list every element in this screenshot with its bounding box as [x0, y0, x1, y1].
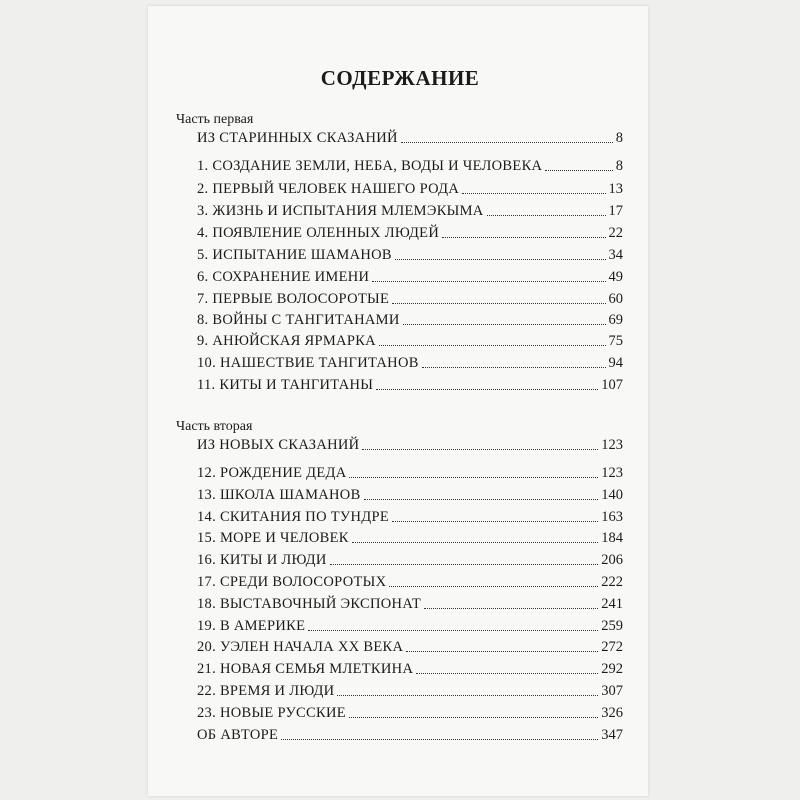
toc-entry-title: 22. ВРЕМЯ И ЛЮДИ [197, 683, 335, 699]
toc-entry [197, 508, 623, 526]
dot-leader [352, 542, 598, 543]
dot-leader [364, 499, 599, 500]
dot-leader [395, 259, 606, 260]
toc-entry [197, 290, 623, 308]
toc-entry-page: 75 [608, 333, 623, 349]
dot-leader [403, 324, 606, 325]
toc-entry-page: 184 [601, 530, 623, 546]
toc-entry-page: 34 [608, 247, 623, 263]
dot-leader [389, 586, 598, 587]
toc-entry [197, 486, 623, 504]
toc-entry-title: 23. НОВЫЕ РУССКИЕ [197, 705, 346, 721]
toc-entry [197, 682, 623, 700]
dot-leader [379, 345, 606, 346]
toc-entry-page: 241 [601, 596, 623, 612]
toc-entry-title: 5. ИСПЫТАНИЕ ШАМАНОВ [197, 247, 392, 263]
toc-entry [197, 311, 623, 329]
toc-entry-page: 94 [608, 355, 623, 371]
toc-entry-title: 19. В АМЕРИКЕ [197, 618, 306, 634]
toc-entry-page: 206 [601, 552, 623, 568]
toc-entry [197, 464, 623, 482]
toc-entry [197, 551, 623, 569]
toc-entry [197, 180, 623, 198]
dot-leader [487, 215, 606, 216]
dot-leader [349, 477, 598, 478]
toc-entry-title: ИЗ НОВЫХ СКАЗАНИЙ [197, 437, 360, 453]
toc-entry-title: ИЗ СТАРИННЫХ СКАЗАНИЙ [197, 130, 398, 146]
toc-entry-page: 13 [608, 181, 623, 197]
toc-entry [197, 595, 623, 613]
toc-entry-page: 60 [608, 291, 623, 307]
dot-leader [422, 367, 606, 368]
toc-entry [197, 332, 623, 350]
toc-entry [197, 726, 623, 744]
toc-entry-page: 307 [601, 683, 623, 699]
toc-entry-page: 272 [601, 639, 623, 655]
toc-entry-title: 4. ПОЯВЛЕНИЕ ОЛЕННЫХ ЛЮДЕЙ [197, 225, 440, 241]
toc-entry [197, 246, 623, 264]
toc-entry-title: 13. ШКОЛА ШАМАНОВ [197, 487, 361, 503]
toc-entry-page: 8 [615, 158, 623, 174]
dot-leader [349, 717, 598, 718]
toc-entry-page: 326 [601, 705, 623, 721]
dot-leader [442, 237, 605, 238]
toc-entry [197, 660, 623, 678]
dot-leader [372, 281, 605, 282]
toc-entry-page: 22 [608, 225, 623, 241]
toc-entry-page: 222 [601, 574, 623, 590]
part-label-second: Часть вторая [176, 419, 253, 434]
toc-entry [197, 573, 623, 591]
dot-leader [424, 608, 598, 609]
toc-entry-title: 15. МОРЕ И ЧЕЛОВЕК [197, 530, 349, 546]
dot-leader [545, 170, 612, 171]
dot-leader [392, 521, 598, 522]
toc-entry-title: 7. ПЕРВЫЕ ВОЛОСОРОТЫЕ [197, 291, 390, 307]
toc-entry-page: 292 [601, 661, 623, 677]
dot-leader [330, 564, 599, 565]
toc-entry [197, 224, 623, 242]
toc-entry [197, 704, 623, 722]
toc-entry-title: 18. ВЫСТАВОЧНЫЙ ЭКСПОНАТ [197, 596, 421, 612]
toc-entry-title: ОБ АВТОРЕ [197, 727, 279, 743]
dot-leader [362, 449, 598, 450]
toc-entry-title: 2. ПЕРВЫЙ ЧЕЛОВЕК НАШЕГО РОДА [197, 181, 460, 197]
toc-entry-title: 14. СКИТАНИЯ ПО ТУНДРЕ [197, 509, 389, 525]
toc-entry-page: 123 [601, 437, 623, 453]
toc-entry-title: 8. ВОЙНЫ С ТАНГИТАНАМИ [197, 312, 400, 328]
toc-entry [197, 638, 623, 656]
dot-leader [462, 193, 605, 194]
toc-entry-page: 163 [601, 509, 623, 525]
toc-entry-page: 123 [601, 465, 623, 481]
toc-entry-page: 8 [615, 130, 623, 146]
dot-leader [281, 739, 598, 740]
toc-entry [197, 376, 623, 394]
toc-entry [197, 268, 623, 286]
toc-entry [197, 354, 623, 372]
toc-entry-title: 10. НАШЕСТВИЕ ТАНГИТАНОВ [197, 355, 419, 371]
toc-entry-title: 6. СОХРАНЕНИЕ ИМЕНИ [197, 269, 370, 285]
dot-leader [376, 389, 598, 390]
dot-leader [337, 695, 598, 696]
dot-leader [401, 142, 613, 143]
dot-leader [406, 651, 598, 652]
toc-entry-page: 17 [608, 203, 623, 219]
toc-entry-title: 12. РОЖДЕНИЕ ДЕДА [197, 465, 347, 481]
toc-entry-title: 16. КИТЫ И ЛЮДИ [197, 552, 327, 568]
toc-entry [197, 436, 623, 454]
toc-entry-page: 107 [601, 377, 623, 393]
dot-leader [308, 630, 598, 631]
toc-entry-title: 20. УЭЛЕН НАЧАЛА XX ВЕКА [197, 639, 404, 655]
toc-entry-page: 259 [601, 618, 623, 634]
dot-leader [392, 303, 605, 304]
toc-entry [197, 202, 623, 220]
toc-entry [197, 157, 623, 175]
toc-entry-page: 49 [608, 269, 623, 285]
toc-entry-title: 21. НОВАЯ СЕМЬЯ МЛЕТКИНА [197, 661, 414, 677]
part-label-first: Часть первая [176, 112, 254, 127]
toc-entry-title: 17. СРЕДИ ВОЛОСОРОТЫХ [197, 574, 387, 590]
toc-entry-title: 3. ЖИЗНЬ И ИСПЫТАНИЯ МЛЕМЭКЫМА [197, 203, 484, 219]
toc-entry-title: 11. КИТЫ И ТАНГИТАНЫ [197, 377, 374, 393]
toc-entry-page: 69 [608, 312, 623, 328]
page-title: СОДЕРЖАНИЕ [320, 66, 480, 90]
toc-entry-page: 140 [601, 487, 623, 503]
toc-entry [197, 129, 623, 147]
dot-leader [416, 673, 598, 674]
toc-entry-title: 1. СОЗДАНИЕ ЗЕМЛИ, НЕБА, ВОДЫ И ЧЕЛОВЕКА [197, 158, 543, 174]
toc-entry [197, 529, 623, 547]
toc-entry [197, 617, 623, 635]
toc-entry-page: 347 [601, 727, 623, 743]
toc-entry-title: 9. АНЮЙСКАЯ ЯРМАРКА [197, 333, 376, 349]
